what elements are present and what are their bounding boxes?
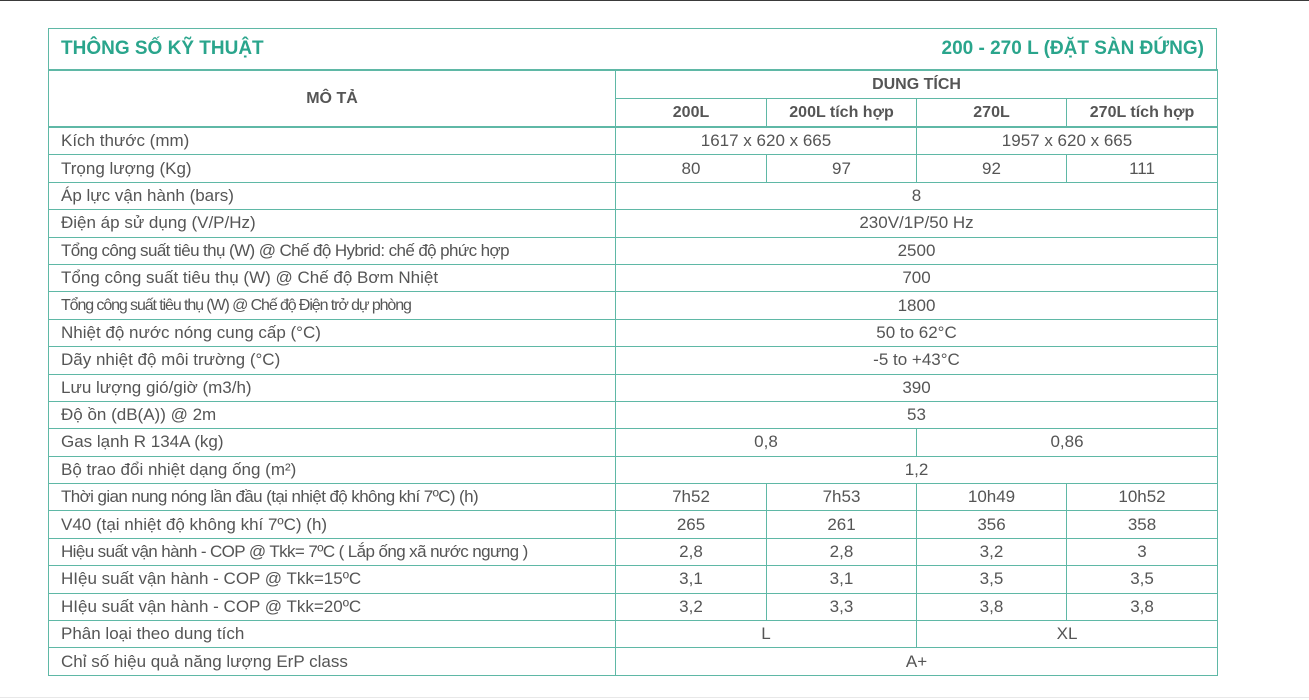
table-row <box>49 429 1218 456</box>
table-row <box>49 374 1218 401</box>
row-value: 1,2 <box>616 456 1218 483</box>
table-row <box>49 538 1218 565</box>
row-value: 358 <box>1067 511 1218 538</box>
row-label: Tổng công suất tiêu thụ (W) @ Chế độ Hybrid: chế độ phức hợp <box>49 237 616 264</box>
row-label: Kích thước (mm) <box>49 127 616 155</box>
row-label: HIệu suất vận hành - COP @ Tkk=15ºC <box>49 566 616 593</box>
row-label: Độ ồn (dB(A)) @ 2m <box>49 401 616 428</box>
row-label: V40 (tại nhiệt độ không khí 7ºC) (h) <box>49 511 616 538</box>
title-bar <box>48 28 1217 69</box>
row-label: Phân loại theo dung tích <box>49 621 616 648</box>
row-value: 7h53 <box>767 484 917 511</box>
row-label: Chỉ số hiệu quả năng lượng ErP class <box>49 648 616 675</box>
table-row <box>49 621 1218 648</box>
row-label: Thời gian nung nóng lần đầu (tại nhiệt độ không khí 7ºC) (h) <box>49 484 616 511</box>
row-value: XL <box>917 621 1218 648</box>
row-value: 7h52 <box>616 484 767 511</box>
row-value: 2500 <box>616 237 1218 264</box>
model-header: 270L tích hợp <box>1067 99 1218 128</box>
row-value: 700 <box>616 264 1218 291</box>
row-value: 3,3 <box>767 593 917 620</box>
table-row <box>49 292 1218 319</box>
row-value: 3,5 <box>917 566 1067 593</box>
row-value: 3,1 <box>616 566 767 593</box>
spec-title: THÔNG SỐ KỸ THUẬT <box>61 38 264 59</box>
row-label: Dãy nhiệt độ môi trường (°C) <box>49 347 616 374</box>
description-header: MÔ TẢ <box>49 70 616 127</box>
table-row <box>49 484 1218 511</box>
row-value: 3,8 <box>1067 593 1218 620</box>
row-label: Bộ trao đổi nhiệt dạng ống (m²) <box>49 456 616 483</box>
table-row <box>49 319 1218 346</box>
table-row <box>49 566 1218 593</box>
row-label: Tổng công suất tiêu thụ (W) @ Chế độ Điện trở dự phòng <box>49 292 616 319</box>
row-value: 2,8 <box>616 538 767 565</box>
row-label: Áp lực vận hành (bars) <box>49 182 616 209</box>
row-value: 1617 x 620 x 665 <box>616 127 917 155</box>
row-value: 8 <box>616 182 1218 209</box>
row-value: 10h52 <box>1067 484 1218 511</box>
row-label: Nhiệt độ nước nóng cung cấp (°C) <box>49 319 616 346</box>
row-value: 0,8 <box>616 429 917 456</box>
row-label: Hiệu suất vận hành - COP @ Tkk= 7ºC ( Lắp ống xã nước ngưng ) <box>49 538 616 565</box>
row-value: 390 <box>616 374 1218 401</box>
row-value: 3,1 <box>767 566 917 593</box>
row-label: Lưu lượng gió/giờ (m3/h) <box>49 374 616 401</box>
row-value: 3,5 <box>1067 566 1218 593</box>
row-label: Điện áp sử dụng (V/P/Hz) <box>49 210 616 237</box>
row-value: 97 <box>767 155 917 182</box>
row-value: 111 <box>1067 155 1218 182</box>
table-row <box>49 264 1218 291</box>
row-value: 3,8 <box>917 593 1067 620</box>
table-row <box>49 127 1218 155</box>
row-value: 261 <box>767 511 917 538</box>
bottom-border-line <box>0 697 1309 698</box>
spec-sheet <box>48 28 1217 676</box>
table-row <box>49 347 1218 374</box>
row-label: Trọng lượng (Kg) <box>49 155 616 182</box>
model-header: 200L <box>616 99 767 128</box>
spec-table <box>48 69 1218 676</box>
table-row <box>49 648 1218 675</box>
table-row <box>49 456 1218 483</box>
table-row <box>49 182 1218 209</box>
model-header: 200L tích hợp <box>767 99 917 128</box>
table-row <box>49 593 1218 620</box>
row-label: Gas lạnh R 134A (kg) <box>49 429 616 456</box>
capacity-header: DUNG TÍCH <box>616 70 1218 99</box>
row-value: 230V/1P/50 Hz <box>616 210 1218 237</box>
row-value: 3 <box>1067 538 1218 565</box>
row-value: -5 to +43°C <box>616 347 1218 374</box>
row-value: 80 <box>616 155 767 182</box>
top-border-line <box>0 0 1309 1</box>
row-value: 3,2 <box>616 593 767 620</box>
row-label: HIệu suất vận hành - COP @ Tkk=20ºC <box>49 593 616 620</box>
row-value: 1800 <box>616 292 1218 319</box>
table-row <box>49 511 1218 538</box>
model-range-title: 200 - 270 L (ĐẶT SÀN ĐỨNG) <box>941 38 1204 59</box>
model-header: 270L <box>917 99 1067 128</box>
table-row <box>49 210 1218 237</box>
row-value: 265 <box>616 511 767 538</box>
table-row <box>49 155 1218 182</box>
row-value: 50 to 62°C <box>616 319 1218 346</box>
row-value: 10h49 <box>917 484 1067 511</box>
row-value: 92 <box>917 155 1067 182</box>
row-value: A+ <box>616 648 1218 675</box>
row-value: 2,8 <box>767 538 917 565</box>
row-value: 3,2 <box>917 538 1067 565</box>
row-label: Tổng công suất tiêu thụ (W) @ Chế độ Bơm Nhiệt <box>49 264 616 291</box>
row-value: 356 <box>917 511 1067 538</box>
table-row <box>49 237 1218 264</box>
table-row <box>49 401 1218 428</box>
row-value: 0,86 <box>917 429 1218 456</box>
row-value: 1957 x 620 x 665 <box>917 127 1218 155</box>
row-value: L <box>616 621 917 648</box>
row-value: 53 <box>616 401 1218 428</box>
